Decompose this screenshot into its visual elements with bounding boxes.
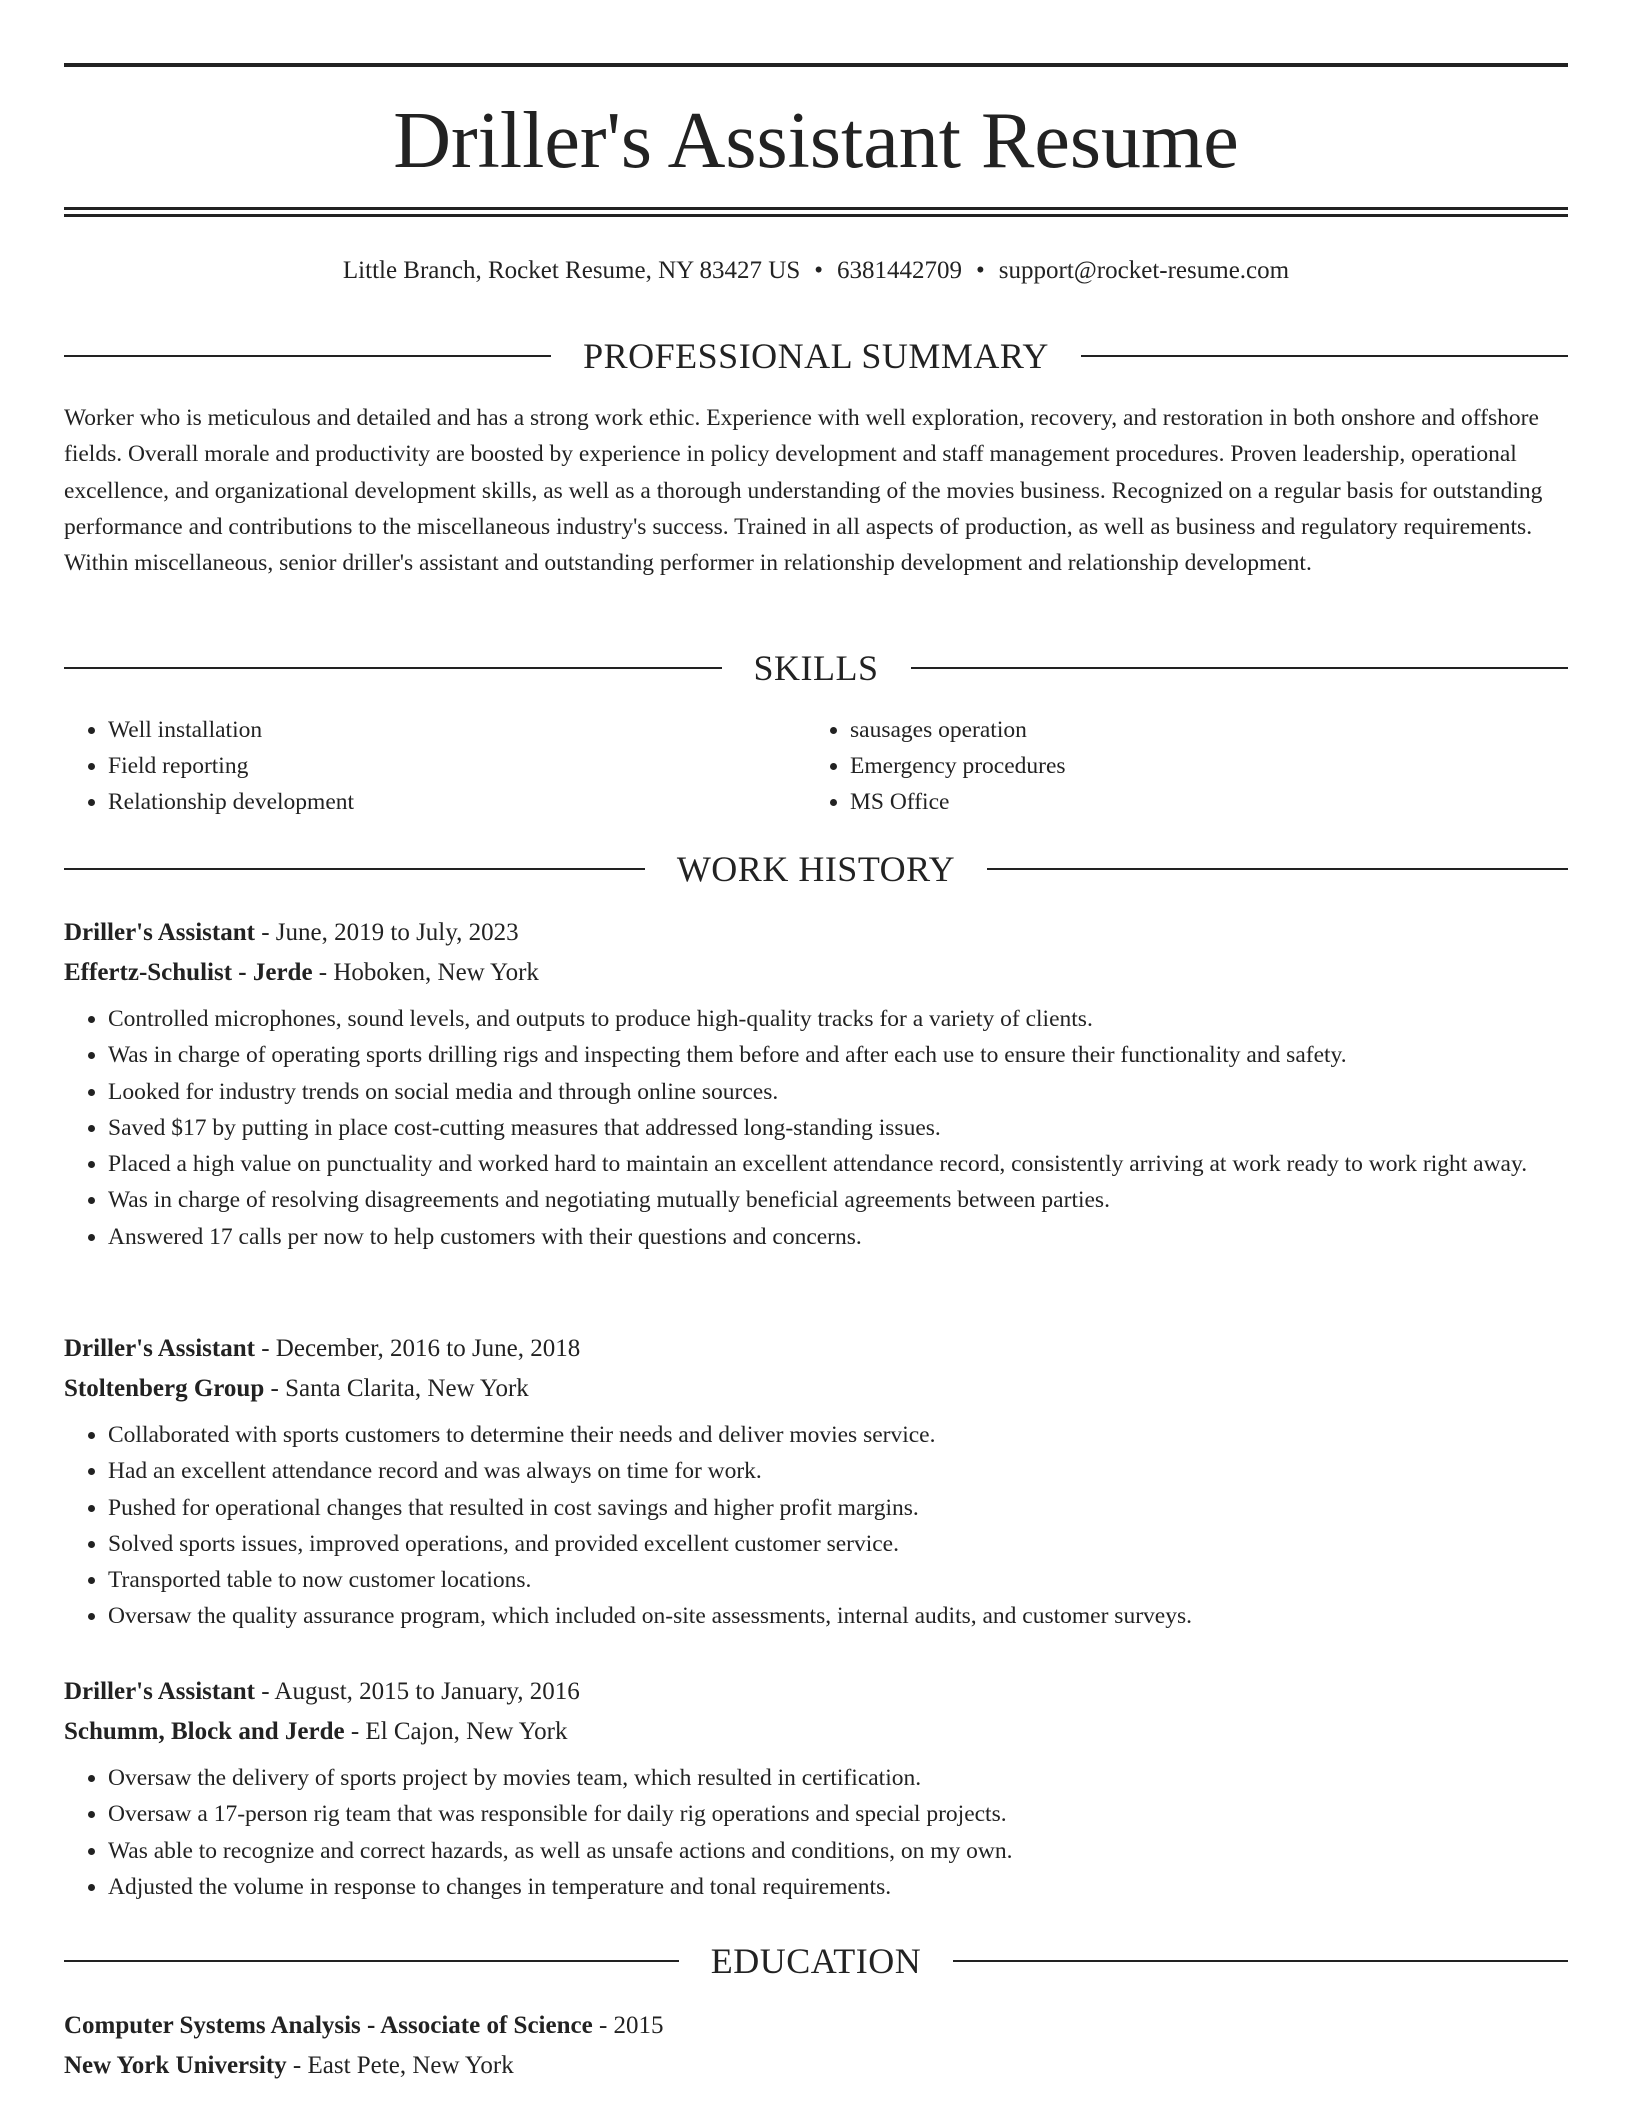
section-title: WORK HISTORY (676, 849, 956, 889)
skills-column-left (64, 712, 806, 820)
section-header-work-history (64, 847, 1568, 891)
job-company-line (64, 1369, 1568, 1409)
contact-line (64, 254, 1568, 288)
education-degree-line (64, 2006, 1568, 2046)
job-dates: - June, 2019 to July, 2023 (254, 919, 519, 946)
section-rule (1081, 355, 1568, 357)
job-entry (64, 1672, 1568, 1905)
section-rule (64, 868, 645, 870)
job-location: - El Cajon, New York (344, 1718, 568, 1745)
job-company-line (64, 953, 1568, 993)
section-rule (64, 355, 551, 357)
job-company: Stoltenberg Group (64, 1375, 265, 1402)
education-school: New York University (64, 2052, 287, 2079)
job-bullets (64, 1760, 1568, 1905)
job-bullet: • Was in charge of operating sports drilling rigs and inspecting them before and after each use to ensure their functionality and safety. (108, 1037, 1568, 1073)
skill-item: • Relationship development (108, 784, 806, 820)
job-bullet: • Oversaw a 17-person rig team that was responsible for daily rig operations and special projects. (108, 1796, 1568, 1832)
skill-item: • sausages operation (850, 712, 1548, 748)
section-title: PROFESSIONAL SUMMARY (583, 336, 1049, 376)
job-bullet: • Oversaw the delivery of sports project by movies team, which resulted in certification. (108, 1760, 1568, 1796)
job-title: Driller's Assistant (64, 1678, 255, 1705)
page-title: Driller's Assistant Resume (393, 97, 1239, 185)
top-rule (64, 63, 1568, 67)
section-header-summary (64, 334, 1568, 378)
skill-item: • MS Office (850, 784, 1548, 820)
job-bullet: • Transported table to now customer locations. (108, 1562, 1568, 1598)
job-location: - Hoboken, New York (312, 959, 539, 986)
job-bullet: • Adjusted the volume in response to changes in temperature and tonal requirements. (108, 1869, 1568, 1905)
summary-text: Worker who is meticulous and detailed and has a strong work ethic. Experience with well exploration, recovery, and restoration in both onshore and offshore fields. Overall morale and productivity are boosted by experience in policy development and staff management procedures. Proven leadership, operational excellence, and organizational development skills, as well as a thorough understanding of the movies business. Recognized on a regular basis for outstanding performance and contributions to the miscellaneous industry's success. Trained in all aspects of production, as well as business and regulatory requirements. Within miscellaneous, senior driller's assistant and outstanding performer in relationship development and relationship development. (64, 405, 1543, 577)
job-dates: - August, 2015 to January, 2016 (254, 1678, 580, 1705)
contact-email: support@rocket-resume.com (998, 257, 1290, 284)
education-degree: Computer Systems Analysis - Associate of Science (64, 2012, 593, 2039)
job-title-line (64, 1672, 1568, 1712)
job-bullet: • Solved sports issues, improved operations, and provided excellent customer service. (108, 1526, 1568, 1562)
job-bullet: • Was in charge of resolving disagreements and negotiating mutually beneficial agreements between parties. (108, 1182, 1568, 1218)
job-entry (64, 1329, 1568, 1635)
education-school-line (64, 2046, 1568, 2086)
section-rule (987, 868, 1568, 870)
contact-separator: • (814, 257, 824, 284)
title-double-rule (64, 207, 1568, 217)
job-bullet: • Looked for industry trends on social media and through online sources. (108, 1074, 1568, 1110)
job-bullets (64, 1417, 1568, 1635)
job-title-line (64, 1329, 1568, 1369)
job-bullet: • Placed a high value on punctuality and worked hard to maintain an excellent attendance record, consistently arriving at work ready to work right away. (108, 1146, 1568, 1182)
job-bullets (64, 1001, 1568, 1255)
job-title: Driller's Assistant (64, 1335, 255, 1362)
skill-item: • Well installation (108, 712, 806, 748)
job-company: Schumm, Block and Jerde (64, 1718, 345, 1745)
job-entry (64, 913, 1568, 1255)
section-title: EDUCATION (710, 1941, 922, 1981)
section-rule (64, 667, 722, 669)
section-header-skills (64, 646, 1568, 690)
section-rule (911, 667, 1569, 669)
job-bullet: • Saved $17 by putting in place cost-cutting measures that addressed long-standing issues. (108, 1110, 1568, 1146)
job-company: Effertz-Schulist - Jerde (64, 959, 313, 986)
job-title-line (64, 913, 1568, 953)
job-company-line (64, 1712, 1568, 1752)
job-bullet: • Pushed for operational changes that resulted in cost savings and higher profit margins. (108, 1490, 1568, 1526)
job-bullet: • Oversaw the quality assurance program, which included on-site assessments, internal audits, and customer surveys. (108, 1598, 1568, 1634)
section-rule (953, 1960, 1568, 1962)
job-dates: - December, 2016 to June, 2018 (254, 1335, 581, 1362)
education-entry (64, 2006, 1568, 2086)
contact-phone: 6381442709 (837, 257, 963, 284)
job-bullet: • Answered 17 calls per now to help customers with their questions and concerns. (108, 1219, 1568, 1255)
section-rule (64, 1960, 679, 1962)
skill-item: • Emergency procedures (850, 748, 1548, 784)
skill-item: • Field reporting (108, 748, 806, 784)
job-bullet: • Collaborated with sports customers to determine their needs and deliver movies service. (108, 1417, 1568, 1453)
job-title: Driller's Assistant (64, 919, 255, 946)
contact-address: Little Branch, Rocket Resume, NY 83427 US (342, 257, 801, 284)
skills-column-right (806, 712, 1548, 820)
education-year: - 2015 (592, 2012, 664, 2039)
job-bullet: • Controlled microphones, sound levels, and outputs to produce high-quality tracks for a variety of clients. (108, 1001, 1568, 1037)
contact-separator: • (976, 257, 985, 284)
section-title: SKILLS (753, 648, 879, 688)
job-location: - Santa Clarita, New York (264, 1375, 529, 1402)
skills-list (64, 712, 1568, 820)
section-header-education (64, 1939, 1568, 1983)
education-location: - East Pete, New York (286, 2052, 514, 2079)
job-bullet: • Was able to recognize and correct hazards, as well as unsafe actions and conditions, on my own. (108, 1833, 1568, 1869)
job-bullet: • Had an excellent attendance record and was always on time for work. (108, 1453, 1568, 1489)
